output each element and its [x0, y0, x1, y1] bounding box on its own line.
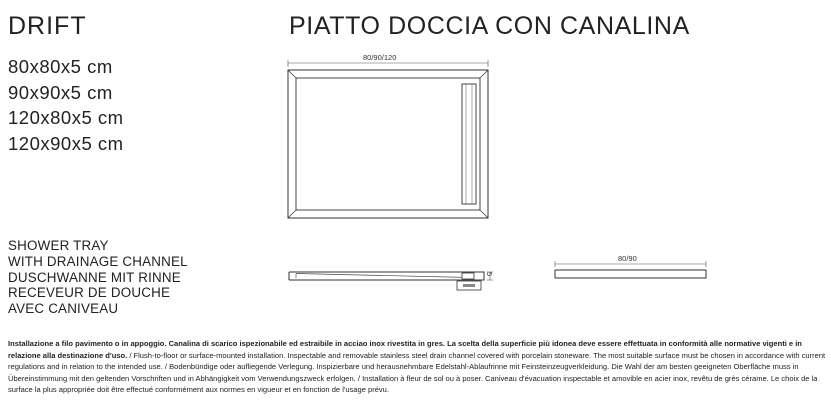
description-line: AVEC CANIVEAU	[8, 301, 119, 317]
installation-text-italian: Installazione a filo pavimento o in appoggio. Canalina di scarico ispezionabile ed estraibile in acciao inox rivestita in gres. La scelta della superficie più idonea deve essere effettuata in conformità alle normative vigenti e in relazione alla destinazione d'uso.	[8, 339, 802, 360]
side-view-height-label: 5	[485, 272, 494, 277]
size-item: 80x80x5 cm	[8, 56, 113, 77]
top-view-dimension-label: 80/90/120	[363, 53, 397, 62]
product-name: DRIFT	[8, 12, 87, 40]
page-title: PIATTO DOCCIA CON CANALINA	[289, 12, 690, 40]
size-item: 90x90x5 cm	[8, 81, 113, 103]
size-item: 120x90x5 cm	[8, 132, 124, 154]
product-description	[8, 238, 188, 317]
description-line: RECEVEUR DE DOUCHE	[8, 285, 171, 301]
description-line: SHOWER TRAY	[8, 238, 109, 253]
description-line: WITH DRAINAGE CHANNEL	[8, 253, 188, 269]
size-item: 120x80x5 cm	[8, 107, 124, 128]
description-line: DUSCHWANNE MIT RINNE	[8, 269, 181, 285]
end-view-dimension-label: 80/90	[618, 254, 637, 263]
installation-text-translations: / Flush-to-floor or surface-mounted installation. Inspectable and removable stainless steel drain channel covered with porcelain stoneware. The most suitable surface must be chosen in accordance with current regulations and in relation to the intended use. / Bodenbündige oder aufliegende Verlegung. Inspizierbare und herausnehmbare Edelstahl-Ablaufrinne mit Feinsteinzeugverkleidung. Die Wahl der am besten geeigneten Oberfläche muss in Übereinstimmung mit den geltenden Vorschriften und in Abhängigkeit vom Verwendungszweck erfolgen. / Installation à fleur de sol ou à poser. Caniveau d'évacuation inspectable et amovible en acier inox, revêtu de grès cérame. Le choix de la surface la plus appropriée doit être effectué conformément aux normes en vigueur et en fonction de l'usage prévu.	[8, 350, 826, 395]
installation-text	[8, 338, 826, 396]
